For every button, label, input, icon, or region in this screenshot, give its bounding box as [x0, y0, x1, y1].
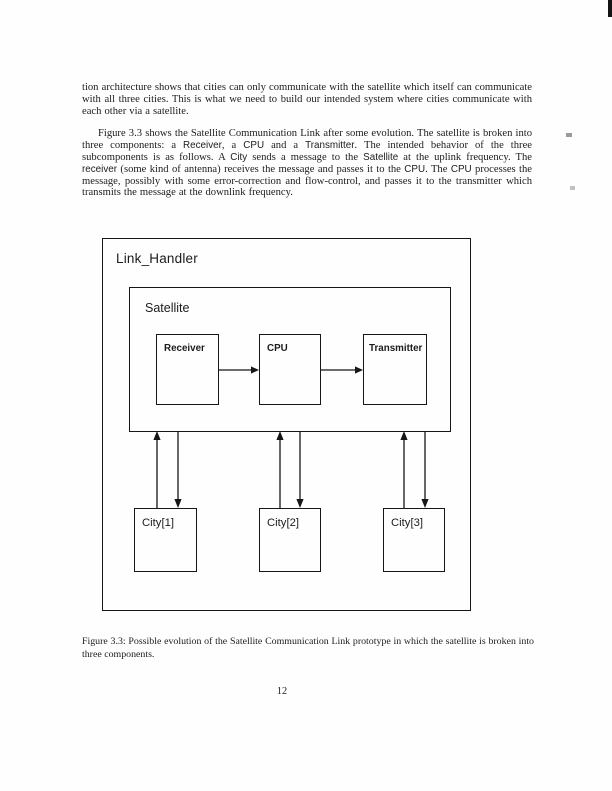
paragraph-2-text: Figure 3.3 shows the Satellite Communication Link after some evolution. The satellite is broken into three components: a — [82, 128, 532, 152]
scan-artifact-speck — [570, 186, 575, 190]
receiver-box: Receiver — [156, 334, 219, 405]
paragraph-1-text: tion architecture shows that cities can only communicate with the satellite which itself can communicate with all three cities. This is what we need to build our intended system where cities communicate with each other via a satellite. — [82, 82, 532, 117]
satellite-label: Satellite — [145, 301, 190, 315]
city-1-box: City[1] — [134, 508, 197, 572]
link-handler-box — [102, 238, 471, 611]
identifier-transmitter: Transmitter — [305, 140, 355, 152]
caption-text: Possible evolution of the Satellite Communication Link prototype in which the satellite is broken into three components. — [82, 636, 534, 660]
arrowhead-cpu-to-transmitter — [355, 366, 363, 373]
arrows-layer — [103, 239, 472, 612]
paragraph-2-text: . The — [425, 163, 451, 175]
identifier-cpu: CPU — [404, 163, 426, 175]
figure-caption — [82, 635, 534, 661]
caption-label: Figure 3.3: — [82, 636, 126, 647]
arrowhead-city3-downlink — [421, 499, 428, 508]
paragraph-2-text: sends a message to the — [247, 151, 364, 163]
transmitter-box: Transmitter — [363, 334, 427, 405]
arrowhead-city2-uplink — [276, 431, 283, 440]
identifier-receiver: Receiver — [183, 140, 222, 152]
arrowhead-city2-downlink — [296, 499, 303, 508]
link-handler-label: Link_Handler — [116, 251, 198, 266]
identifier-city: City — [230, 151, 248, 163]
paragraph-2-text: processes the message, possibly with some error-correction and flow-control, and passes it to the transmitter which transmits the message at the downlink frequency. — [82, 163, 532, 199]
arrowhead-city3-uplink — [400, 431, 407, 440]
scan-artifact-edge-bar — [608, 0, 612, 17]
cpu-box: CPU — [259, 334, 321, 405]
city-3-box: City[3] — [383, 508, 445, 572]
paragraph-1 — [82, 82, 532, 117]
paragraph-2-text: and a — [264, 140, 306, 152]
arrowhead-receiver-to-cpu — [251, 366, 259, 373]
city-2-box: City[2] — [259, 508, 321, 572]
arrowhead-city1-uplink — [153, 431, 160, 440]
paragraph-2-text: . The intended behavior of the three subcomponents is as follows. A — [82, 140, 532, 163]
identifier-cpu: CPU — [450, 163, 472, 175]
identifier-cpu: CPU — [243, 140, 265, 152]
paragraph-2-text: , a — [221, 140, 244, 152]
identifier-satellite: Satellite — [363, 151, 399, 163]
paragraph-2 — [82, 128, 532, 199]
figure-3-3 — [102, 238, 471, 611]
body-text — [82, 82, 532, 199]
paragraph-2-text: (some kind of antenna) receives the message and passes it to the — [117, 163, 405, 175]
arrowhead-city1-downlink — [174, 499, 181, 508]
page-number: 12 — [276, 686, 288, 697]
identifier-receiver: receiver — [82, 163, 118, 175]
scan-artifact-speck — [566, 133, 572, 137]
paragraph-2-text: at the uplink frequency. The — [398, 151, 532, 163]
